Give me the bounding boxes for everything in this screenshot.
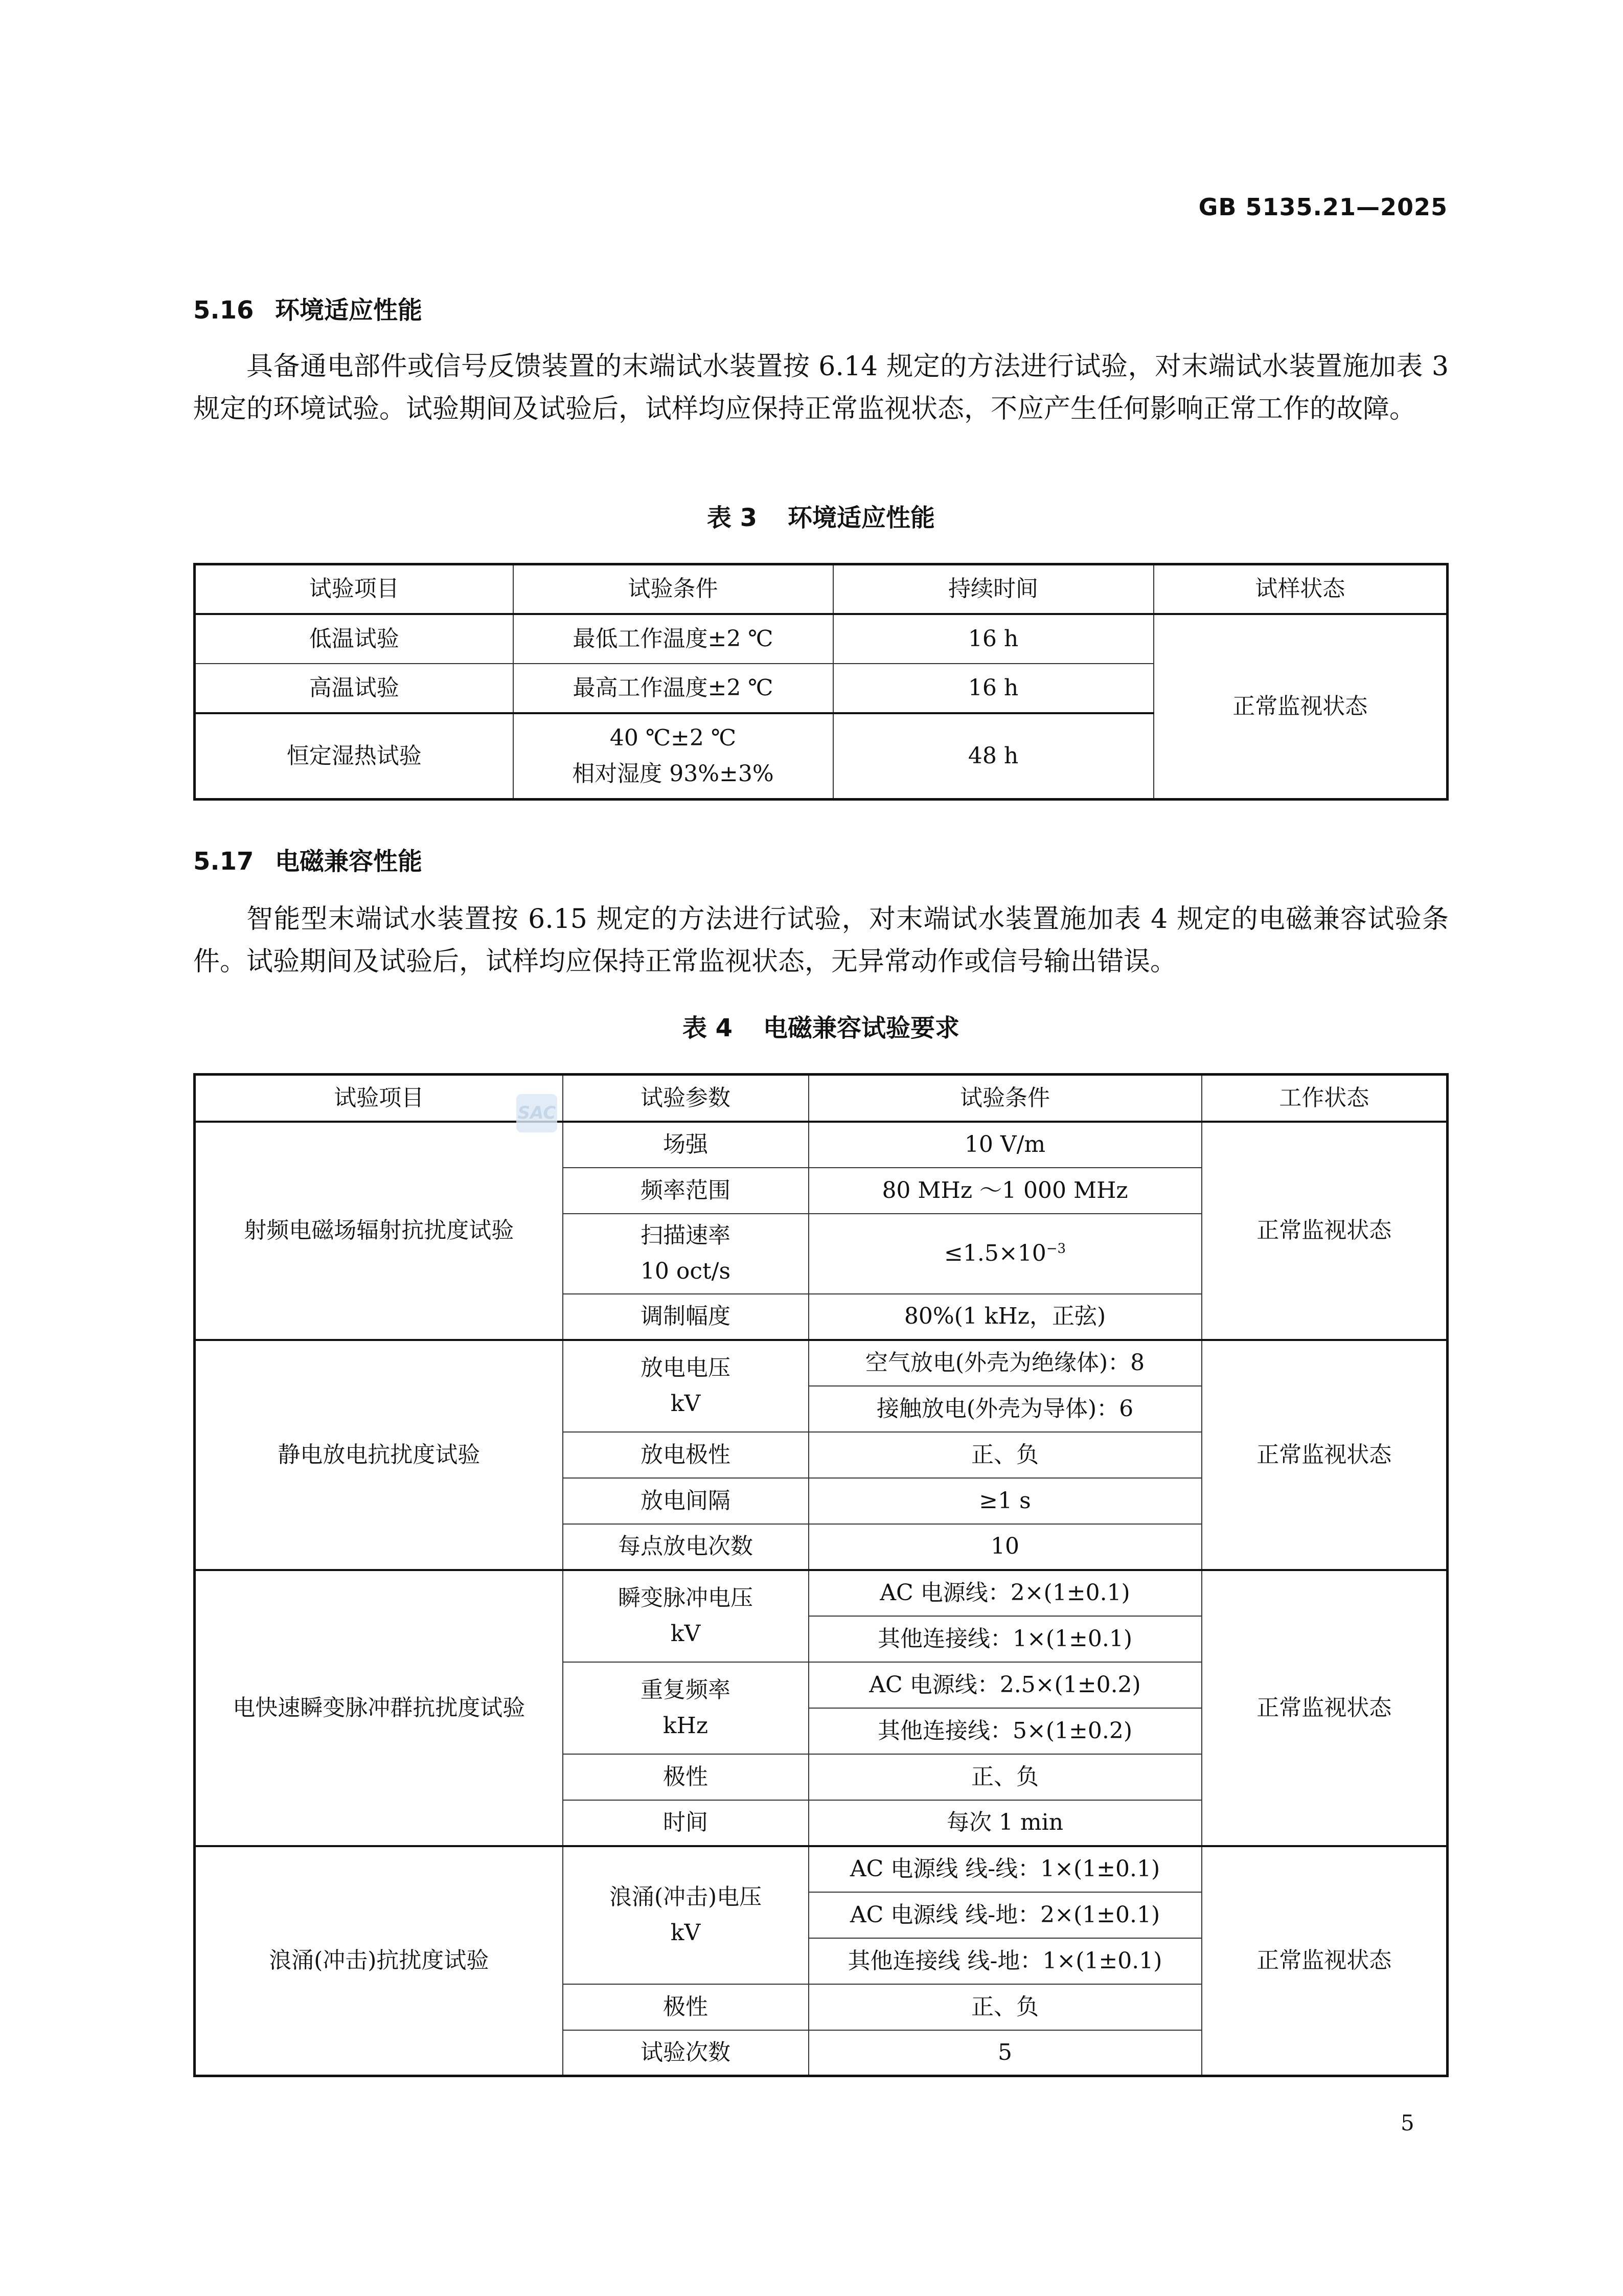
table-title: 电磁兼容试验要求 <box>763 1014 960 1042</box>
test-item <box>195 713 513 800</box>
test-parameter-text: 极性 <box>663 1763 708 1790</box>
test-condition-text: 80 MHz ～1 000 MHz <box>882 1177 1128 1203</box>
test-item <box>195 1122 563 1340</box>
test-condition-text: ≥1 s <box>979 1487 1031 1514</box>
column-header-text: 试验参数 <box>641 1084 730 1111</box>
test-parameter-text: 浪涌(冲击)电压 <box>609 1884 762 1910</box>
test-condition-text: AC 电源线：2×(1±0.1) <box>880 1580 1130 1606</box>
test-item <box>195 1340 563 1570</box>
test-condition <box>809 1846 1202 1892</box>
test-condition <box>809 1294 1202 1340</box>
test-condition-text: AC 电源线 线-线：1×(1±0.1) <box>850 1856 1160 1882</box>
test-parameter-text: 瞬变脉冲电压 <box>618 1585 753 1611</box>
test-item <box>195 1570 563 1846</box>
test-condition <box>809 1524 1202 1570</box>
working-status-text: 正常监视状态 <box>1256 1217 1392 1243</box>
working-status <box>1202 1122 1448 1340</box>
test-parameter <box>563 1524 809 1570</box>
table-row <box>195 614 1448 664</box>
test-item-text: 静电放电抗扰度试验 <box>278 1441 481 1468</box>
test-condition-text: 正、负 <box>971 1993 1039 2020</box>
test-condition <box>809 1984 1202 2030</box>
section-number: 5.17 <box>193 847 254 876</box>
test-parameter-text: 极性 <box>663 1993 708 2020</box>
column-header <box>1154 564 1448 614</box>
test-condition <box>513 713 833 800</box>
test-condition-text: 正、负 <box>971 1763 1039 1790</box>
column-header <box>809 1075 1202 1122</box>
table-row <box>195 1122 1448 1168</box>
test-parameter-text: kV <box>670 1621 701 1647</box>
test-parameter <box>563 1984 809 2030</box>
test-parameter-text: kV <box>670 1920 701 1946</box>
test-condition <box>809 1708 1202 1754</box>
column-header-text: 工作状态 <box>1279 1084 1369 1111</box>
test-duration-text: 16 h <box>968 674 1019 701</box>
test-item-text: 射频电磁场辐射抗扰度试验 <box>244 1217 514 1243</box>
test-condition-text: ≤1.5×10 <box>944 1240 1046 1266</box>
exponent: −3 <box>1046 1241 1066 1257</box>
test-item <box>195 1846 563 2076</box>
working-status-text: 正常监视状态 <box>1256 1441 1392 1468</box>
test-condition <box>513 664 833 713</box>
working-status-text: 正常监视状态 <box>1256 1947 1392 1974</box>
table-label: 表 4 <box>682 1014 733 1042</box>
table-header-row <box>195 1075 1448 1122</box>
test-condition-text: 其他连接线：5×(1±0.2) <box>877 1717 1133 1744</box>
column-header <box>1202 1075 1448 1122</box>
column-header-text: 试验项目 <box>334 1084 424 1111</box>
working-status <box>1202 1340 1448 1570</box>
test-condition-text: AC 电源线 线-地：2×(1±0.1) <box>850 1901 1160 1928</box>
column-header-text: 试样状态 <box>1255 576 1345 602</box>
test-item-text: 电快速瞬变脉冲群抗扰度试验 <box>233 1694 525 1721</box>
column-header-text: 持续时间 <box>948 576 1038 602</box>
table-row <box>195 1846 1448 1892</box>
test-condition <box>513 614 833 664</box>
test-condition <box>809 1432 1202 1478</box>
test-condition-text: 5 <box>998 2039 1012 2065</box>
test-item <box>195 664 513 713</box>
test-duration-text: 16 h <box>968 625 1019 652</box>
test-parameter-text: 扫描速率 <box>641 1222 730 1248</box>
test-parameter <box>563 1800 809 1846</box>
test-parameter-text: kHz <box>662 1712 708 1739</box>
test-parameter-text: 放电间隔 <box>641 1487 730 1514</box>
test-parameter <box>563 1122 809 1168</box>
test-parameter-text: kV <box>670 1391 701 1417</box>
column-header-text: 试验条件 <box>628 576 718 602</box>
section-title: 环境适应性能 <box>275 296 423 325</box>
test-parameter <box>563 1846 809 1984</box>
column-header-text: 试验条件 <box>960 1084 1050 1111</box>
test-condition <box>809 1662 1202 1708</box>
sample-status-text: 正常监视状态 <box>1232 693 1368 719</box>
test-condition-text: 其他连接线 线-地：1×(1±0.1) <box>848 1947 1162 1974</box>
working-status <box>1202 1846 1448 2076</box>
section-title: 电磁兼容性能 <box>275 847 423 876</box>
column-header-text: 试验项目 <box>309 576 399 602</box>
test-condition-text: AC 电源线：2.5×(1±0.2) <box>869 1671 1141 1698</box>
test-parameter-text: 放电电压 <box>641 1355 730 1381</box>
test-condition-text: 空气放电(外壳为绝缘体)：8 <box>865 1350 1145 1376</box>
column-header <box>513 564 833 614</box>
test-parameter <box>563 1294 809 1340</box>
test-parameter-text: 场强 <box>663 1131 708 1157</box>
test-parameter <box>563 2030 809 2076</box>
section-paragraph-5-17: 智能型末端试水装置按 6.15 规定的方法进行试验，对末端试水装置施加表 4 规定的电磁兼容试验条件。试验期间及试验后，试样均应保持正常监视状态，无异常动作或信号输出错误。 <box>193 904 1449 977</box>
test-condition-text: 其他连接线：1×(1±0.1) <box>877 1625 1133 1652</box>
test-parameter-text: 放电极性 <box>641 1441 730 1468</box>
test-condition-text: 正、负 <box>971 1441 1039 1468</box>
column-header <box>563 1075 809 1122</box>
test-parameter-text: 频率范围 <box>641 1177 730 1203</box>
column-header <box>195 564 513 614</box>
test-condition <box>809 1892 1202 1938</box>
test-condition-text: 最低工作温度±2 ℃ <box>573 625 773 652</box>
test-condition-text: 接触放电(外壳为导体)：6 <box>876 1395 1134 1422</box>
test-duration-text: 48 h <box>968 742 1019 769</box>
test-condition-text: 最高工作温度±2 ℃ <box>573 674 773 701</box>
test-duration <box>833 713 1154 800</box>
test-condition <box>809 1800 1202 1846</box>
test-parameter <box>563 1570 809 1662</box>
test-parameter <box>563 1754 809 1800</box>
emc-test-table <box>193 1073 1449 2077</box>
test-condition <box>809 1478 1202 1524</box>
test-item-text: 低温试验 <box>309 625 399 652</box>
section-heading-5-16 <box>193 290 422 326</box>
test-parameter-text: 调制幅度 <box>641 1303 730 1329</box>
test-condition <box>809 1340 1202 1386</box>
sac-watermark-logo: SAC <box>516 1094 557 1132</box>
test-parameter <box>563 1340 809 1432</box>
page-number: 5 <box>1401 2110 1414 2135</box>
test-parameter-text: 每点放电次数 <box>618 1533 753 1559</box>
working-status <box>1202 1570 1448 1846</box>
test-parameter <box>563 1662 809 1754</box>
test-condition-text: 10 V/m <box>964 1131 1046 1157</box>
test-item-text: 浪涌(冲击)抗扰度试验 <box>269 1947 489 1974</box>
test-condition <box>809 1616 1202 1662</box>
table-label: 表 3 <box>706 504 758 532</box>
section-heading-5-17 <box>193 842 422 877</box>
section-number: 5.16 <box>193 296 254 325</box>
table-3-caption <box>193 498 1449 533</box>
section-paragraph-5-16: 具备通电部件或信号反馈装置的末端试水装置按 6.14 规定的方法进行试验，对末端试水装置施加表 3 规定的环境试验。试验期间及试验后，试样均应保持正常监视状态，不应产生任何影响正常工作的故障。 <box>193 351 1449 424</box>
test-parameter <box>563 1214 809 1294</box>
test-condition-text: 每次 1 min <box>946 1809 1064 1835</box>
test-parameter-text: 重复频率 <box>641 1676 730 1703</box>
column-header <box>195 1075 563 1122</box>
test-parameter-text: 时间 <box>663 1809 708 1835</box>
test-condition <box>809 1386 1202 1432</box>
test-parameter-text: 10 oct/s <box>640 1258 731 1284</box>
table-row <box>195 1340 1448 1386</box>
test-condition <box>809 1122 1202 1168</box>
test-duration <box>833 614 1154 664</box>
test-condition-text: 80%(1 kHz，正弦) <box>904 1303 1106 1329</box>
test-item <box>195 614 513 664</box>
environment-test-table <box>193 563 1449 801</box>
sample-status <box>1154 614 1448 800</box>
table-title: 环境适应性能 <box>788 504 935 532</box>
test-parameter <box>563 1168 809 1214</box>
test-duration <box>833 664 1154 713</box>
table-header-row <box>195 564 1448 614</box>
test-item-text: 高温试验 <box>309 674 399 701</box>
test-parameter <box>563 1478 809 1524</box>
test-condition-text: 相对湿度 93%±3% <box>572 760 774 787</box>
working-status-text: 正常监视状态 <box>1256 1694 1392 1721</box>
test-condition <box>809 1754 1202 1800</box>
test-condition-text: 40 ℃±2 ℃ <box>609 724 737 751</box>
test-item-text: 恒定湿热试验 <box>286 742 422 769</box>
column-header <box>833 564 1154 614</box>
table-4-caption <box>193 1008 1449 1043</box>
test-condition <box>809 2030 1202 2076</box>
test-condition <box>809 1168 1202 1214</box>
table-row <box>195 1570 1448 1616</box>
standard-code: GB 5135.21—2025 <box>1198 193 1448 221</box>
test-parameter-text: 试验次数 <box>641 2039 730 2065</box>
test-condition <box>809 1570 1202 1616</box>
test-parameter <box>563 1432 809 1478</box>
test-condition-text: 10 <box>991 1533 1019 1559</box>
test-condition <box>809 1214 1202 1294</box>
test-condition <box>809 1938 1202 1984</box>
